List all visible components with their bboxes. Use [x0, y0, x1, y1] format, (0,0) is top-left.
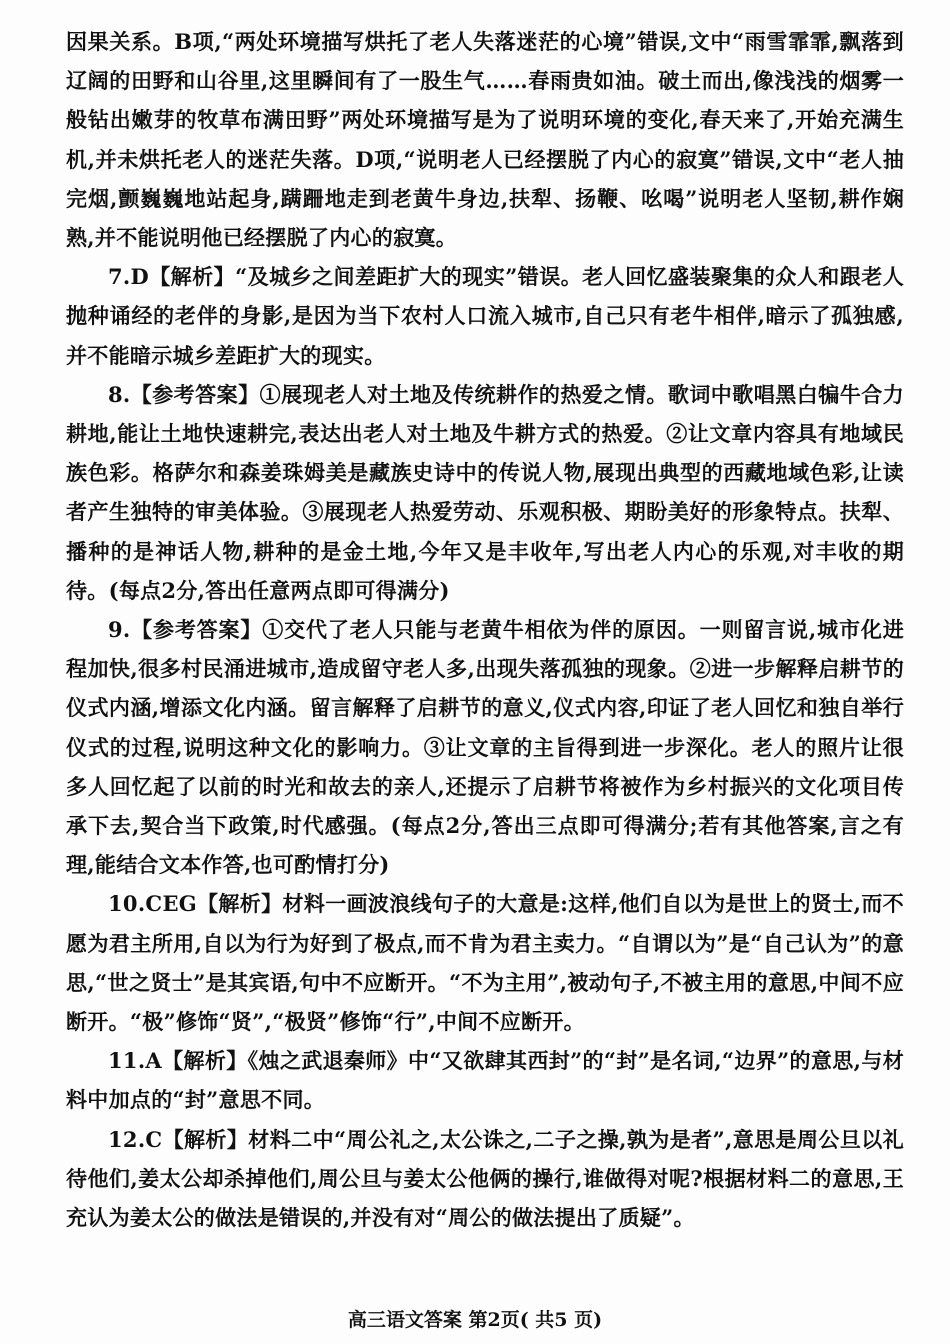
paragraph-question-7: 7.D【解析】“及城乡之间差距扩大的现实”错误。老人回忆盛装聚集的众人和跟老人抛种诵经的老伴的身影,是因为当下农村人口流入城市,自己只有老牛相伴,暗示了孤独感,并不能暗示城乡差距扩大的现实。 — [66, 264, 904, 368]
page-footer: 高三语文答案 第2页( 共5 页) — [347, 1309, 603, 1331]
paragraph-question-12: 12.C【解析】材料二中“周公礼之,太公诛之,二子之操,孰为是者”,意思是周公旦以礼待他们,姜太公却杀掉他们,周公旦与姜太公他俩的操行,谁做得对呢?根据材料二的意思,王充认为姜太公的做法是错误的,并没有对“周公的做法提出了质疑”。 — [66, 1126, 904, 1231]
paragraph-question-9: 9.【参考答案】①交代了老人只能与老黄牛相依为伴的原因。一则留言说,城市化进程加快,很多村民涌进城市,造成留守老人多,出现失落孤独的现象。②进一步解释启耕节的仪式内涵,增添文化内涵。留言解释了启耕节的意义,仪式内容,印证了老人回忆和独自举行仪式的过程,说明这种文化的影响力。③让文章的主旨得到进一步深化。老人的照片让很多人回忆起了以前的时光和故去的亲人,还提示了启耕节将被作为乡村振兴的文化项目传承下去,契合当下政策,时代感强。(每点2分,答出三点即可得满分;若有其他答案,言之有理,能结合文本作答,也可酌情打分) — [66, 617, 904, 878]
paragraph-question-11: 11.A【解析】《烛之武退秦师》中“又欲肆其西封”的“封”是名词,“边界”的意思,与材料中加点的“封”意思不同。 — [66, 1048, 904, 1113]
paragraph-6-analysis-continued: 因果关系。B项,“两处环境描写烘托了老人失落迷茫的心境”错误,文中“雨雪霏霏,飘落到辽阔的田野和山谷里,这里瞬间有了一股生气……春雨贵如油。破土而出,像浅浅的烟雾一般钻出嫩芽的牧草布满田野”两处环境描写是为了说明环境的变化,春天来了,开始充满生机,并未烘托老人的迷茫失落。D项,“说明老人已经摆脱了内心的寂寞”错误,文中“老人抽完烟,颤巍巍地站起身,蹒跚地走到老黄牛身边,扶犁、扬鞭、吆喝”说明老人坚韧,耕作娴熟,并不能说明他已经摆脱了内心的寂寞。 — [66, 29, 904, 251]
answer-content — [66, 22, 904, 1237]
paragraph-question-8: 8.【参考答案】①展现老人对土地及传统耕作的热爱之情。歌词中歌唱黑白犏牛合力耕地,能让土地快速耕完,表达出老人对土地及牛耕方式的热爱。②让文章内容具有地域民族色彩。格萨尔和森姜珠姆美是藏族史诗中的传说人物,展现出典型的西藏地域色彩,让读者产生独特的审美体验。③展现老人热爱劳动、乐观积极、期盼美好的形象特点。扶犁、播种的是神话人物,耕种的是金土地,今年又是丰收年,写出老人内心的乐观,对丰收的期待。(每点2分,答出任意两点即可得满分) — [66, 381, 904, 603]
paragraph-question-10: 10.CEG【解析】材料一画波浪线句子的大意是:这样,他们自以为是世上的贤士,而不愿为君主所用,自以为行为好到了极点,而不肯为君主卖力。“自谓以为”是“自己认为”的意思,“世之贤士”是其宾语,句中不应断开。“不为主用”,被动句子,不被主用的意思,中间不应断开。“极”修饰“贤”,“极贤”修饰“行”,中间不应断开。 — [66, 891, 904, 1035]
